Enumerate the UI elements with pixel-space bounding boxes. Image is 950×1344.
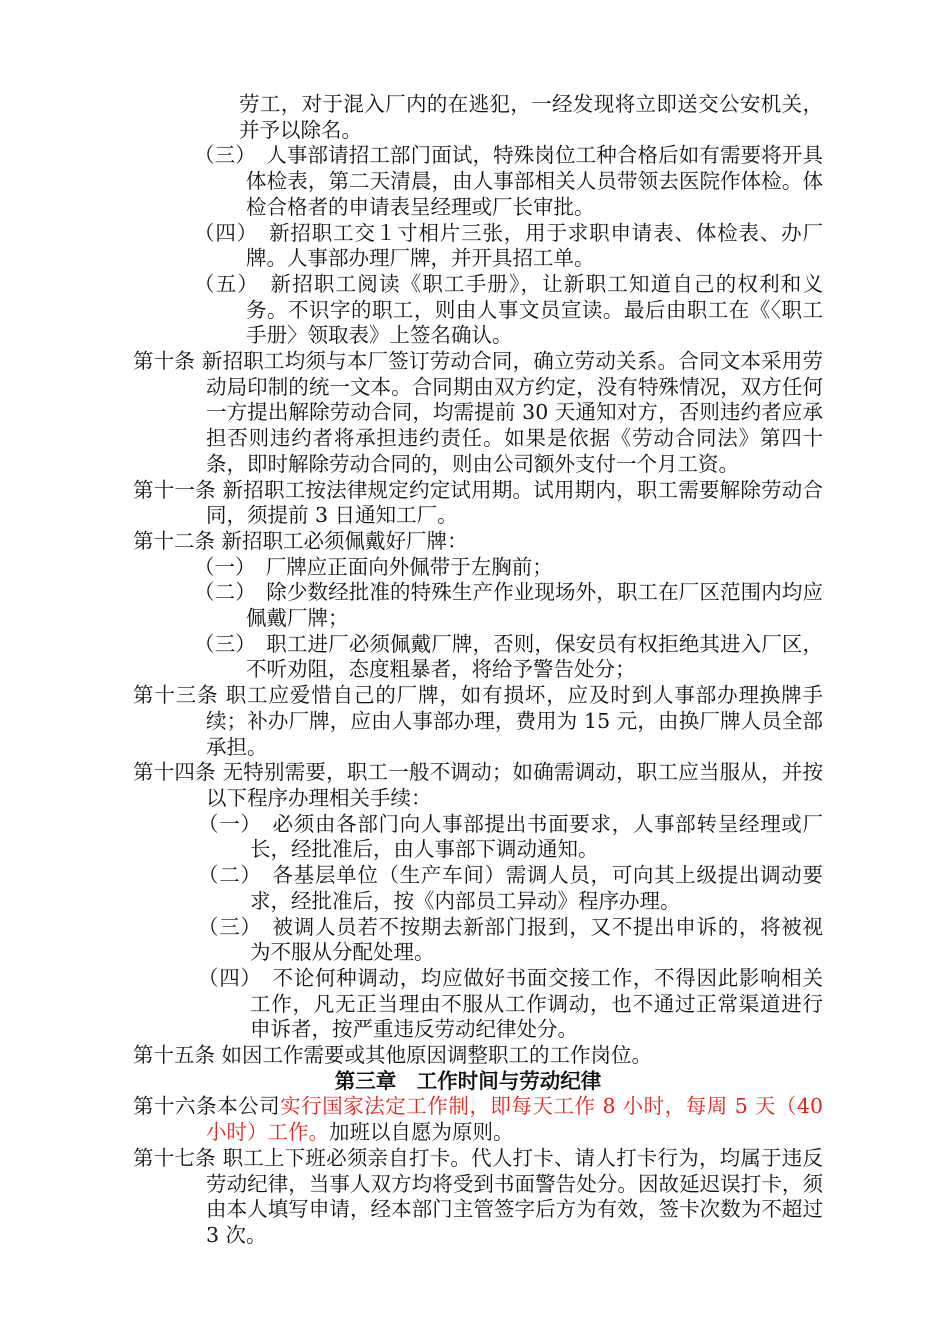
article-14: 第十四条 无特别需要，职工一般不调动；如确需调动，职工应当服从，并按以下程序办理相关手续： — [133, 760, 823, 810]
article-11: 第十一条 新招职工按法律规定约定试用期。试用期内，职工需要解除劳动合同，须提前 3 日通知工厂。 — [133, 477, 823, 528]
article-12-clause-1: （一） 厂牌应正面向外佩带于左胸前； — [194, 554, 553, 579]
article-15: 第十五条 如因工作需要或其他原因调整职工的工作岗位。 — [133, 1043, 653, 1068]
clause-3-interview: （三） 人事部请招工部门面试，特殊岗位工种合格后如有需要将开具体检表，第二天清晨，由人事部相关人员带领去医院作体检。体检合格者的申请表呈经理或厂长审批。 — [194, 143, 823, 219]
article-16-highlight: 实行国家法定工作制，即每天工作 8 小时，每周 5 天（40 小时）工作。 — [206, 1094, 823, 1145]
article-16 — [133, 1094, 823, 1145]
article-16-suffix: 加班以自愿为原则。 — [329, 1120, 514, 1145]
document-page — [133, 92, 823, 1249]
article-12-clause-3: （三） 职工进厂必须佩戴厂牌，否则，保安员有权拒绝其进入厂区，不听劝阻，态度粗暴者，将给予警告处分； — [194, 631, 823, 682]
article-16-prefix: 第十六条本公司 — [133, 1094, 281, 1119]
article-14-clause-1: （一） 必须由各部门向人事部提出书面要求，人事部转呈经理或厂长，经批准后，由人事部下调动通知。 — [198, 811, 823, 862]
article-17: 第十七条 职工上下班必须亲自打卡。代人打卡、请人打卡行为，均属于违反劳动纪律，当事人双方均将受到书面警告处分。因故延迟误打卡，须由本人填写申请，经本部门主管签字后方为有效，签卡次数为不超过 3 次。 — [133, 1145, 823, 1247]
article-14-clause-4: （四） 不论何种调动，均应做好书面交接工作，不得因此影响相关工作，凡无正当理由不服从工作调动，也不通过正常渠道进行申诉者，按严重违反劳动纪律处分。 — [198, 965, 823, 1042]
clause-5-handbook: （五） 新招职工阅读《职工手册》，让新职工知道自己的权利和义务。不识字的职工，则由人事文员宣读。最后由职工在《〈职工手册〉领取表》上签名确认。 — [194, 271, 823, 348]
chapter-heading: 第三章 工作时间与劳动纪律 — [334, 1068, 602, 1093]
article-12-clause-2: （二） 除少数经批准的特殊生产作业现场外，职工在厂区范围内均应佩戴厂牌； — [194, 580, 823, 631]
article-14-clause-3: （三） 被调人员若不按期去新部门报到，又不提出申诉的，将被视为不服从分配处理。 — [198, 914, 823, 965]
article-10: 第十条 新招职工均须与本厂签订劳动合同，确立劳动关系。合同文本采用劳动局印制的统一文本。合同期由双方约定，没有特殊情况，双方任何一方提出解除劳动合同，均需提前 30 天通知对方，否则违约者应承担否则违约者将承担违约责任。如果是依据《劳动合同法》第四十条，即时解除劳动合同的，则由公司额外支付一个月工资。 — [133, 349, 823, 476]
article-13: 第十三条 职工应爱惜自己的厂牌，如有损坏，应及时到人事部办理换牌手续；补办厂牌，应由人事部办理，费用为 15 元，由换厂牌人员全部承担。 — [133, 683, 823, 759]
clause-4-photos: （四） 新招职工交１寸相片三张，用于求职申请表、体检表、办厂牌。人事部办理厂牌，并开具招工单。 — [194, 220, 823, 271]
article-12: 第十二条 新招职工必须佩戴好厂牌： — [133, 528, 468, 553]
article-14-clause-2: （二） 各基层单位（生产车间）需调人员，可向其上级提出调动要求，经批准后，按《内部员工异动》程序办理。 — [198, 863, 823, 913]
paragraph-continued: 劳工，对于混入厂内的在逃犯，一经发现将立即送交公安机关，并予以除名。 — [239, 92, 823, 142]
